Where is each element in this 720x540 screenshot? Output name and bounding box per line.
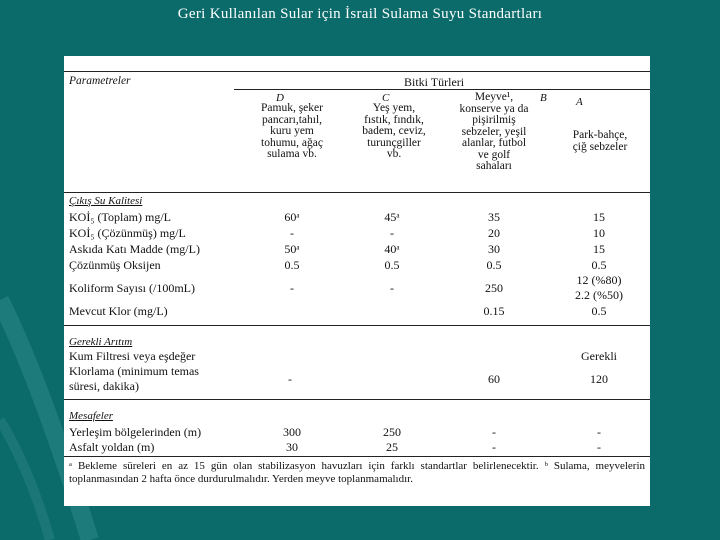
cell: 15 <box>593 210 605 224</box>
slide-title: Geri Kullanılan Sular için İsrail Sulama Suyu Standartları <box>177 6 543 22</box>
cell: 10 <box>593 226 605 240</box>
rule-quality-bottom <box>64 325 650 326</box>
cell: 20 <box>488 226 500 240</box>
col-b-line: ve golf <box>477 148 511 161</box>
cell: - <box>597 440 601 454</box>
col-c-line: Yeş yem, <box>372 102 416 114</box>
rule-top <box>64 71 650 72</box>
row-label: KOİ₅ (Çözünmüş) mg/L <box>69 226 186 240</box>
col-a-line: çiğ sebzeler <box>572 140 628 153</box>
col-c-line: fıstık, fındık, <box>364 113 424 126</box>
cell: 0.5 <box>486 258 502 272</box>
cell: 0.5 <box>284 258 300 272</box>
standards-table <box>64 56 650 506</box>
col-b-line: pişirilmiş <box>472 114 516 126</box>
param-header: Parametreler <box>69 75 131 87</box>
cell: 35 <box>488 210 500 224</box>
cell: 40ᵃ <box>384 242 400 256</box>
col-a-line: Park-bahçe, <box>572 129 628 141</box>
cell: 0.5 <box>591 304 607 318</box>
row-label: Klorlama (minimum temas <box>69 364 199 378</box>
cell: - <box>390 281 394 295</box>
cell: 50ᵃ <box>284 242 300 256</box>
section-quality: Çıkış Su Kalitesi <box>69 195 143 207</box>
col-d-line: sulama vb. <box>267 148 317 160</box>
cell: 2.2 (%50) <box>575 288 623 302</box>
row-label: Askıda Katı Madde (mg/L) <box>69 242 200 256</box>
rule-treatment-bottom <box>64 399 650 400</box>
cell: 250 <box>383 425 401 439</box>
row-label: süresi, dakika) <box>69 379 139 393</box>
col-a-letter: A <box>576 96 583 108</box>
cell: 12 (%80) <box>576 273 622 287</box>
cell: - <box>597 425 601 439</box>
cell: - <box>288 372 292 386</box>
cell: 0.5 <box>591 258 607 272</box>
col-d-line: tohumu, ağaç <box>261 136 323 149</box>
col-d-line: Pamuk, şeker <box>261 102 323 114</box>
section-distance: Mesafeler <box>69 410 113 422</box>
cell: 0.15 <box>483 304 505 318</box>
col-b-line: sahaları <box>476 160 512 172</box>
cell: 0.5 <box>384 258 400 272</box>
row-label: Koliform Sayısı (/100mL) <box>69 281 195 295</box>
col-b-header <box>442 92 546 173</box>
cell: 60 <box>488 372 500 386</box>
row-label: Çözünmüş Oksijen <box>69 258 161 272</box>
row-label: Kum Filtresi veya eşdeğer <box>69 349 196 363</box>
cell: 250 <box>485 281 503 295</box>
row-label: Asfalt yoldan (m) <box>69 440 155 454</box>
cell: - <box>390 226 394 240</box>
col-d-line: pancarı,tahıl, <box>261 113 323 126</box>
cell: - <box>290 226 294 240</box>
col-c-header <box>344 103 444 161</box>
row-label: KOİ₅ (Toplam) mg/L <box>69 210 171 224</box>
cell: 300 <box>283 425 301 439</box>
cell: 45ᵃ <box>384 210 400 224</box>
section-treatment: Gerekli Arıtım <box>69 336 133 348</box>
cell: - <box>492 440 496 454</box>
col-b-letter: B <box>540 92 547 104</box>
rule-plant <box>234 89 650 90</box>
col-c-line: turunçgiller <box>367 136 421 149</box>
rule-header-bottom <box>64 192 650 193</box>
row-label: Mevcut Klor (mg/L) <box>69 304 168 318</box>
cell: Gerekli <box>581 349 617 363</box>
col-d-header <box>242 103 342 161</box>
row-label: Yerleşim bölgelerinden (m) <box>69 425 202 439</box>
col-d-line: kuru yem <box>270 125 314 137</box>
cell: 30 <box>286 440 298 454</box>
col-a-header <box>552 130 648 153</box>
cell: 120 <box>590 372 608 386</box>
footnote: ᵃ Bekleme süreleri en az 15 gün olan stabilizasyon havuzları için farklı standartlar belirlenecektir. ᵇ Sulama, meyvelerin toplanmasından 2 hafta önce durdurulmalıdır. Yerden meyve toplanmamalıdır. <box>69 460 645 485</box>
cell: 60ᵃ <box>284 210 300 224</box>
cell: 25 <box>386 440 398 454</box>
cell: - <box>492 425 496 439</box>
col-c-letter: C <box>382 92 390 104</box>
col-c-line: badem, ceviz, <box>362 125 426 137</box>
col-d-letter: D <box>276 92 284 104</box>
cell: - <box>290 281 294 295</box>
plant-header: Bitki Türleri <box>404 75 465 89</box>
cell: 30 <box>488 242 500 256</box>
col-c-line: vb. <box>386 148 402 160</box>
col-b-line: sebzeler, yeşil <box>461 125 527 138</box>
col-b-line: konserve ya da <box>459 102 529 115</box>
rule-bottom <box>64 456 650 457</box>
cell: 15 <box>593 242 605 256</box>
col-b-line: alanlar, futbol <box>461 137 527 149</box>
col-b-line: Meyve¹, <box>474 91 514 103</box>
